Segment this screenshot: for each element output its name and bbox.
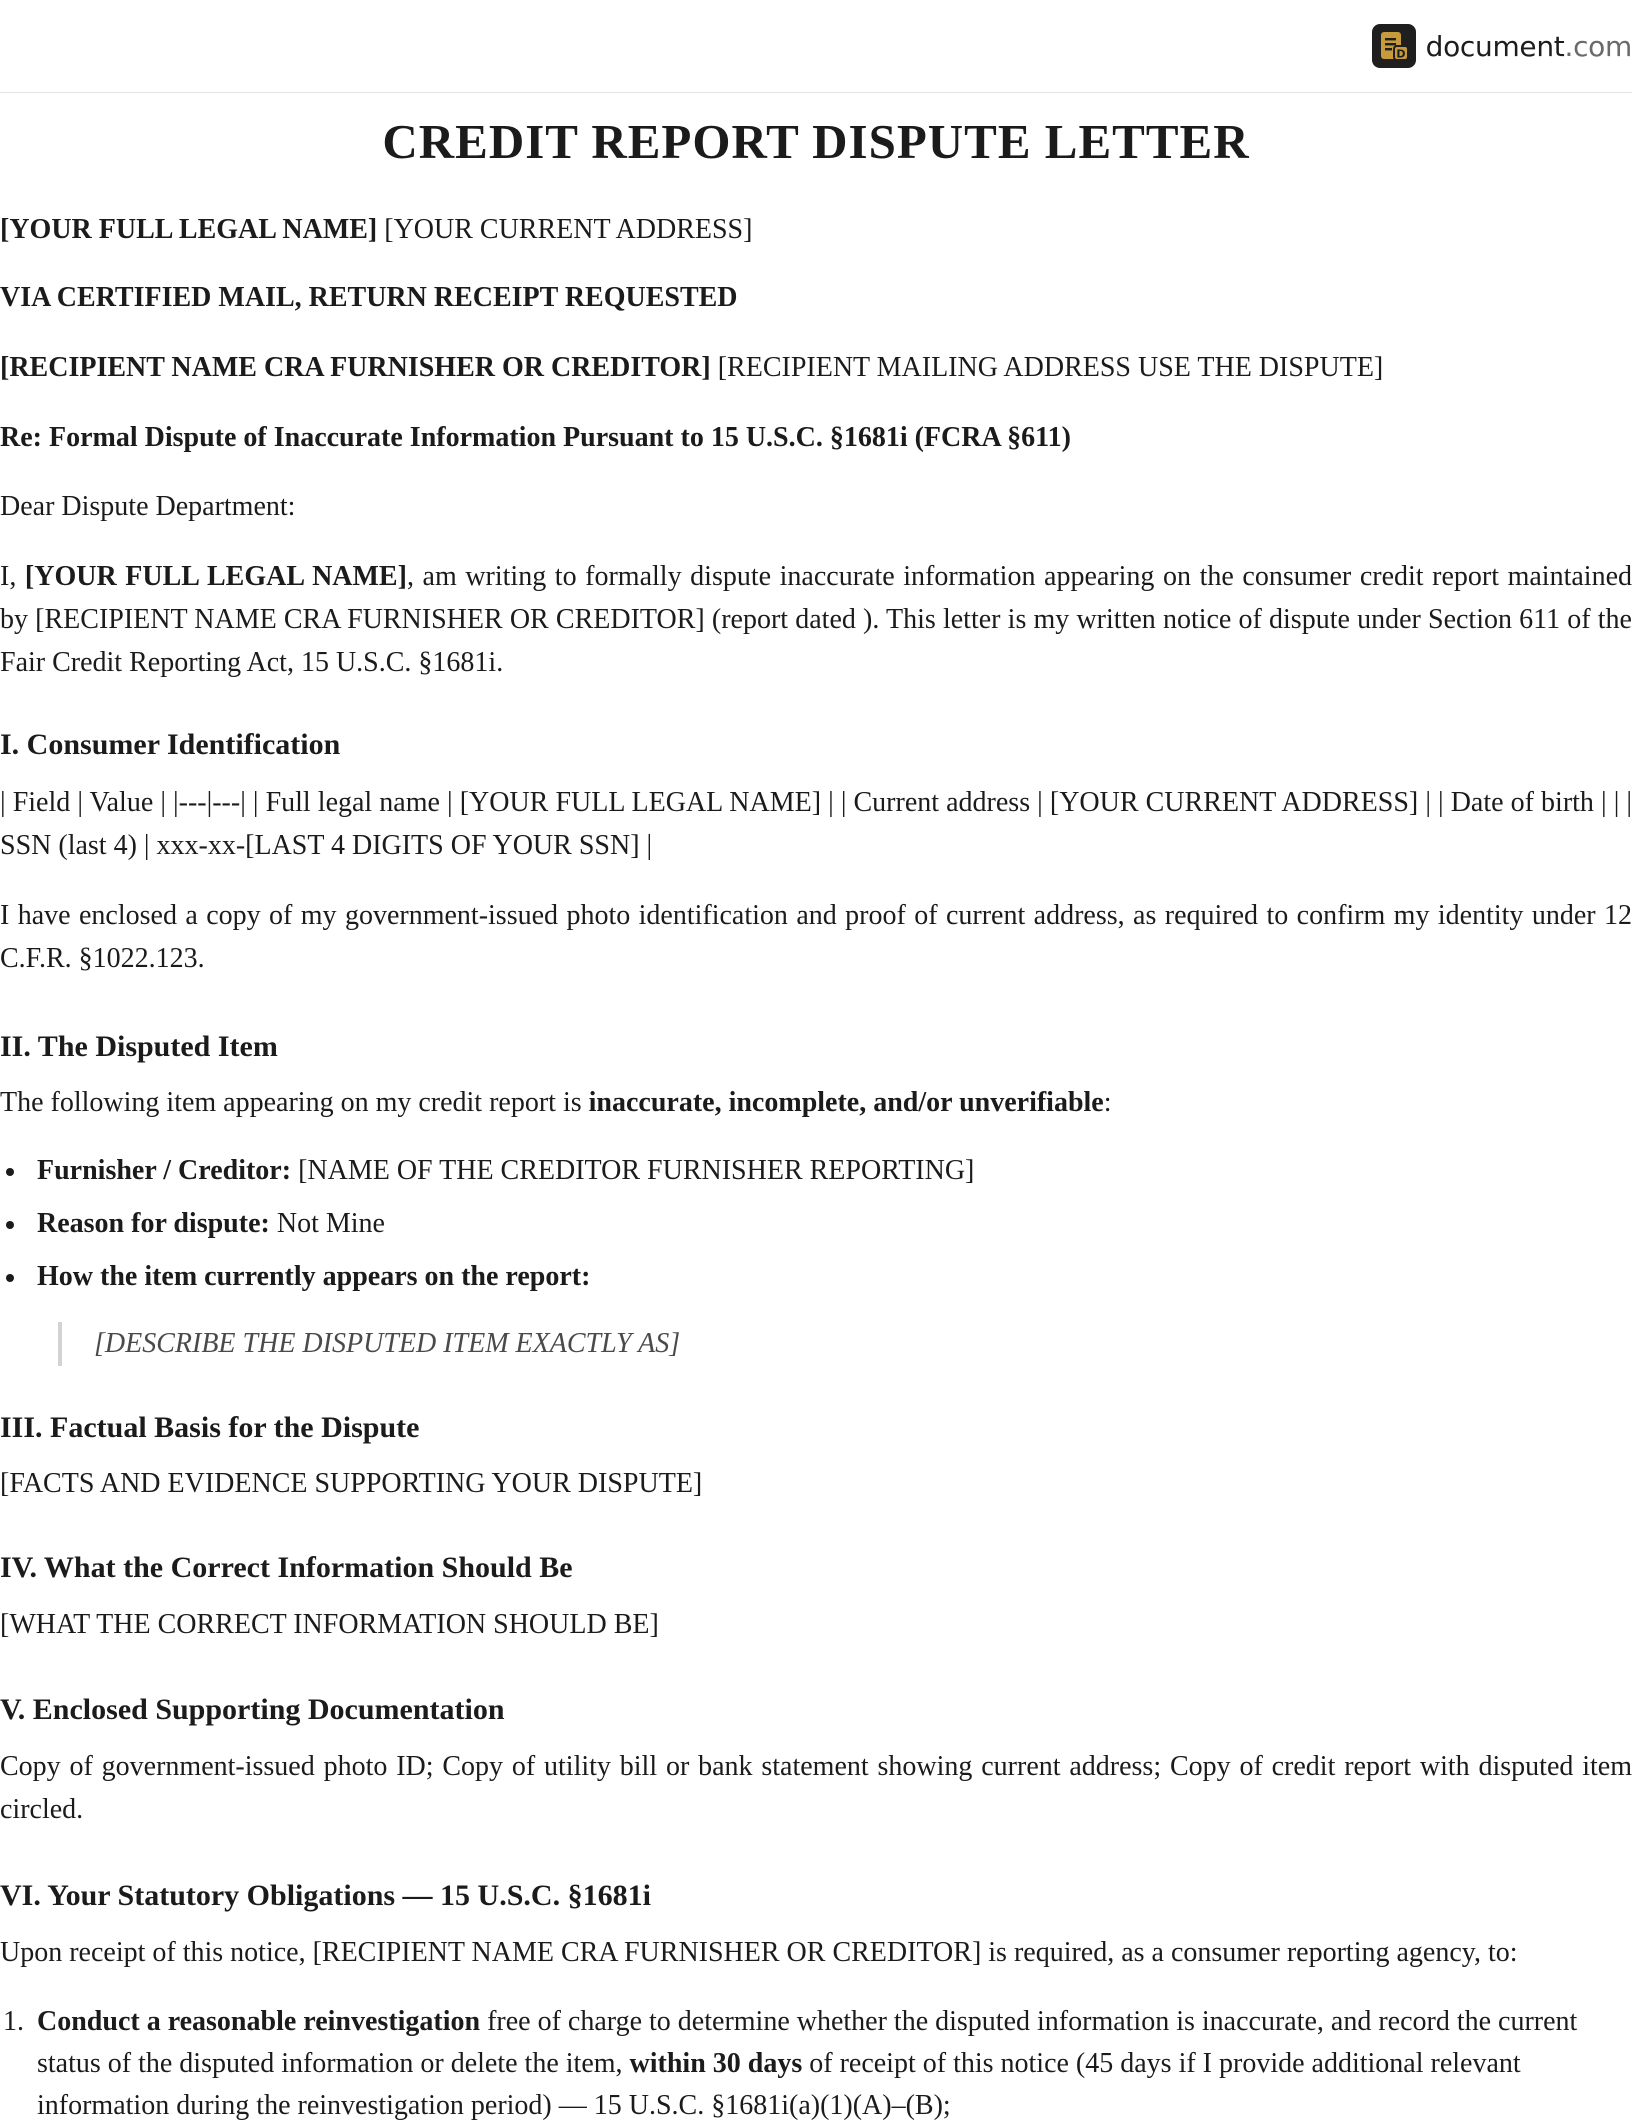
intro-paragraph: I, [YOUR FULL LEGAL NAME], am writing to formally dispute inaccurate information appearing on the consumer credit report maintained by [RECIPIENT NAME CRA FURNISHER OR CREDITOR] (report dated ). This letter is my written notice of dispute under Section 611 of the Fair Credit Reporting Act, 15 U.S.C. §1681i. [0, 561, 1632, 678]
identification-paragraph: I have enclosed a copy of my government-issued photo identification and proof of current address, as required to confirm my identity under 12 C.F.R. §1022.123. [0, 900, 1632, 974]
list-item: Reason for dispute: Not Mine [0, 1202, 1632, 1245]
section-heading-disputed-item: II. The Disputed Item [0, 1030, 278, 1063]
recipient-block [0, 346, 1632, 389]
intro-name: [YOUR FULL LEGAL NAME] [24, 561, 407, 592]
brand-name: document.com [1425, 29, 1632, 63]
document-logo-icon [1372, 24, 1416, 68]
statutory-obligations-list [0, 2001, 1632, 2127]
recipient-address: [RECIPIENT MAILING ADDRESS USE THE DISPUTE] [710, 352, 1384, 383]
delivery-method: VIA CERTIFIED MAIL, RETURN RECEIPT REQUESTED [0, 282, 738, 313]
consumer-identification-table-text: | Field | Value | |---|---| | Full legal name | [YOUR FULL LEGAL NAME] | | Current address | [YOUR CURRENT ADDRESS] | | Date of birth | | | SSN (last 4) | xxx-xx-[LAST 4 DIGITS OF YOUR SSN] | [0, 787, 1632, 861]
supporting-documentation-text: Copy of government-issued photo ID; Copy of utility bill or bank statement showing current address; Copy of credit report with disputed item circled. [0, 1751, 1632, 1825]
top-bar [0, 0, 1632, 93]
disputed-item-lead: The following item appearing on my credit report is inaccurate, incomplete, and/or unverifiable: [0, 1087, 1112, 1118]
section-heading-correct-information: IV. What the Correct Information Should Be [0, 1551, 573, 1584]
page-title: CREDIT REPORT DISPUTE LETTER [382, 114, 1250, 169]
section-heading-consumer-identification: I. Consumer Identification [0, 728, 341, 761]
section-heading-statutory-obligations: VI. Your Statutory Obligations — 15 U.S.C. §1681i [0, 1879, 651, 1912]
list-item: Furnisher / Creditor: [NAME OF THE CREDITOR FURNISHER REPORTING] [0, 1149, 1632, 1192]
brand-logo[interactable] [1372, 24, 1632, 68]
disputed-item-quote: [DESCRIBE THE DISPUTED ITEM EXACTLY AS] [58, 1322, 1558, 1366]
disputed-item-details [0, 1149, 1632, 1298]
correct-information-text: [WHAT THE CORRECT INFORMATION SHOULD BE] [0, 1609, 659, 1640]
factual-basis-text: [FACTS AND EVIDENCE SUPPORTING YOUR DISPUTE] [0, 1468, 703, 1499]
salutation: Dear Dispute Department: [0, 491, 296, 522]
sender-block [0, 208, 1632, 251]
sender-name: [YOUR FULL LEGAL NAME] [0, 214, 378, 245]
section-heading-supporting-documentation: V. Enclosed Supporting Documentation [0, 1693, 505, 1726]
list-item: 1. Conduct a reasonable reinvestigation free of charge to determine whether the disputed information is inaccurate, and record the current status of the disputed information or delete the item, within 30 days of receipt of this notice (45 days if I provide additional relevant information during the reinvestigation period) — 15 U.S.C. §1681i(a)(1)(A)–(B); [3, 2006, 1578, 2121]
recipient-name: [RECIPIENT NAME CRA FURNISHER OR CREDITOR] [0, 352, 711, 383]
subject-line: Re: Formal Dispute of Inaccurate Information Pursuant to 15 U.S.C. §1681i (FCRA §611) [0, 422, 1071, 453]
statutory-obligations-intro: Upon receipt of this notice, [RECIPIENT NAME CRA FURNISHER OR CREDITOR] is required, as a consumer reporting agency, to: [0, 1937, 1518, 1968]
section-heading-factual-basis: III. Factual Basis for the Dispute [0, 1411, 420, 1444]
sender-address: [YOUR CURRENT ADDRESS] [377, 214, 753, 245]
list-item: How the item currently appears on the report: [0, 1255, 1632, 1298]
svg-text:D: D [1396, 47, 1406, 61]
